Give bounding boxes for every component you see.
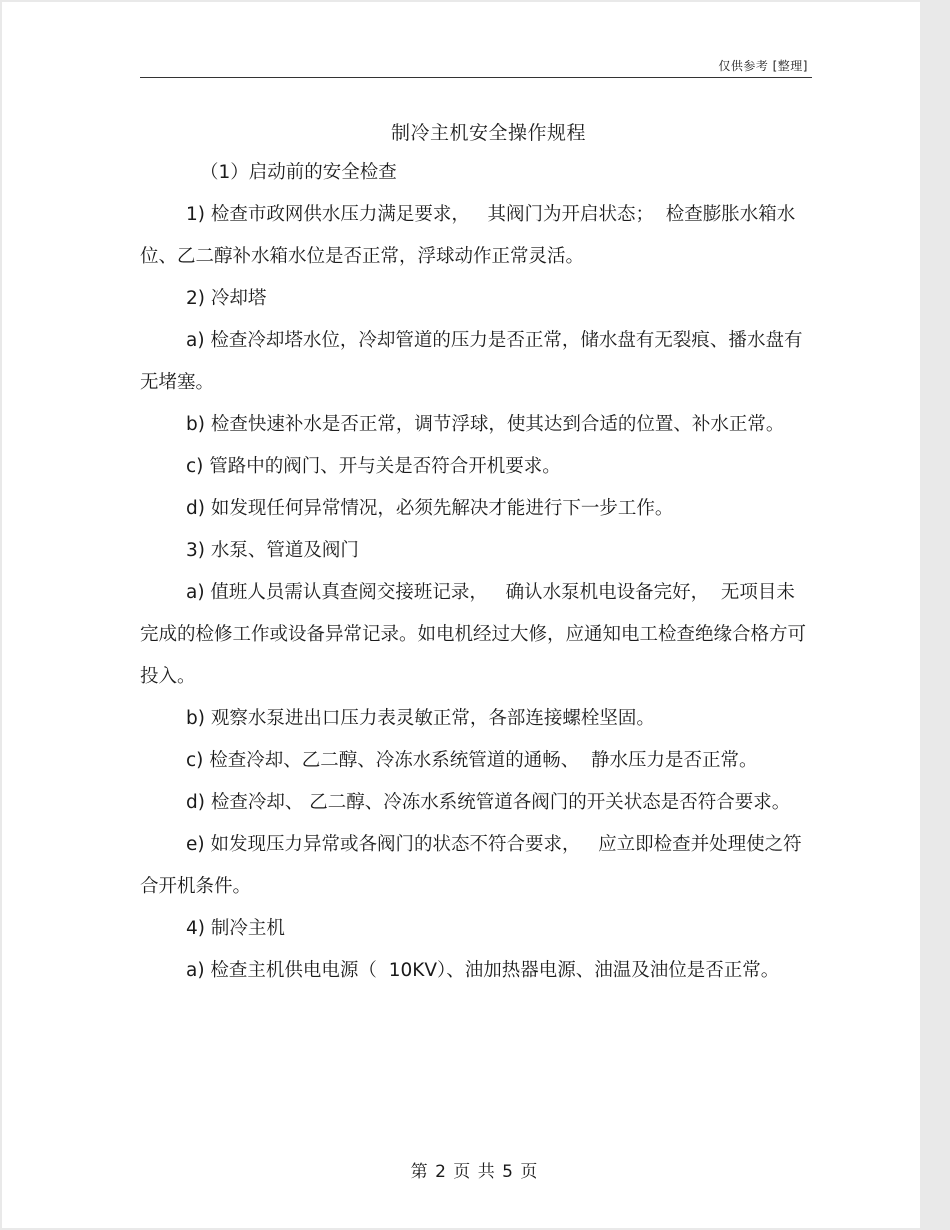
paragraph-chiller-a: a) 检查主机供电电源（ 10KV）、油加热器电源、油温及油位是否正常。 — [186, 960, 780, 981]
paragraph-cooling-tower-c: c) 管路中的阀门、开与关是否符合开机要求。 — [186, 456, 561, 477]
header-note: 仅供参考 [整理] — [718, 59, 808, 73]
page-number-footer: 第 2 页 共 5 页 — [410, 1162, 539, 1182]
paragraph-water-supply: 1) 检查市政网供水压力满足要求， 其阀门为开启状态； 检查膨胀水箱水位、乙二醇补水箱水位是否正常，浮球动作正常灵活。 — [140, 204, 796, 267]
document-body — [140, 152, 812, 992]
section-heading-startup-check: （1）启动前的安全检查 — [200, 162, 397, 183]
paragraph-cooling-tower-b: b) 检查快速补水是否正常，调节浮球，使其达到合适的位置、补水正常。 — [186, 414, 785, 435]
paragraph-pumps-c: c) 检查冷却、乙二醇、冷冻水系统管道的通畅、 静水压力是否正常。 — [186, 750, 758, 771]
paragraph-cooling-tower-d: d) 如发现任何异常情况，必须先解决才能进行下一步工作。 — [186, 498, 674, 519]
document-title: 制冷主机安全操作规程 — [390, 122, 586, 144]
document-page — [2, 2, 920, 1228]
header-divider — [140, 77, 812, 78]
paragraph-pumps-a: a) 值班人员需认真查阅交接班记录， 确认水泵机电设备完好， 无项目未完成的检修工作或设备异常记录。如电机经过大修，应通知电工检查绝缘合格方可投入。 — [140, 582, 807, 687]
subheading-chiller-main-unit: 4) 制冷主机 — [186, 918, 285, 939]
subheading-pumps-pipes-valves: 3) 水泵、管道及阀门 — [186, 540, 359, 561]
paragraph-cooling-tower-a: a) 检查冷却塔水位，冷却管道的压力是否正常，储水盘有无裂痕、播水盘有无堵塞。 — [140, 330, 803, 393]
subheading-cooling-tower: 2) 冷却塔 — [186, 288, 267, 309]
paragraph-pumps-b: b) 观察水泵进出口压力表灵敏正常，各部连接螺栓坚固。 — [186, 708, 655, 729]
paragraph-pumps-d: d) 检查冷却、 乙二醇、冷冻水系统管道各阀门的开关状态是否符合要求。 — [186, 792, 791, 813]
paragraph-pumps-e: e) 如发现压力异常或各阀门的状态不符合要求， 应立即检查并处理使之符合开机条件。 — [140, 834, 802, 897]
